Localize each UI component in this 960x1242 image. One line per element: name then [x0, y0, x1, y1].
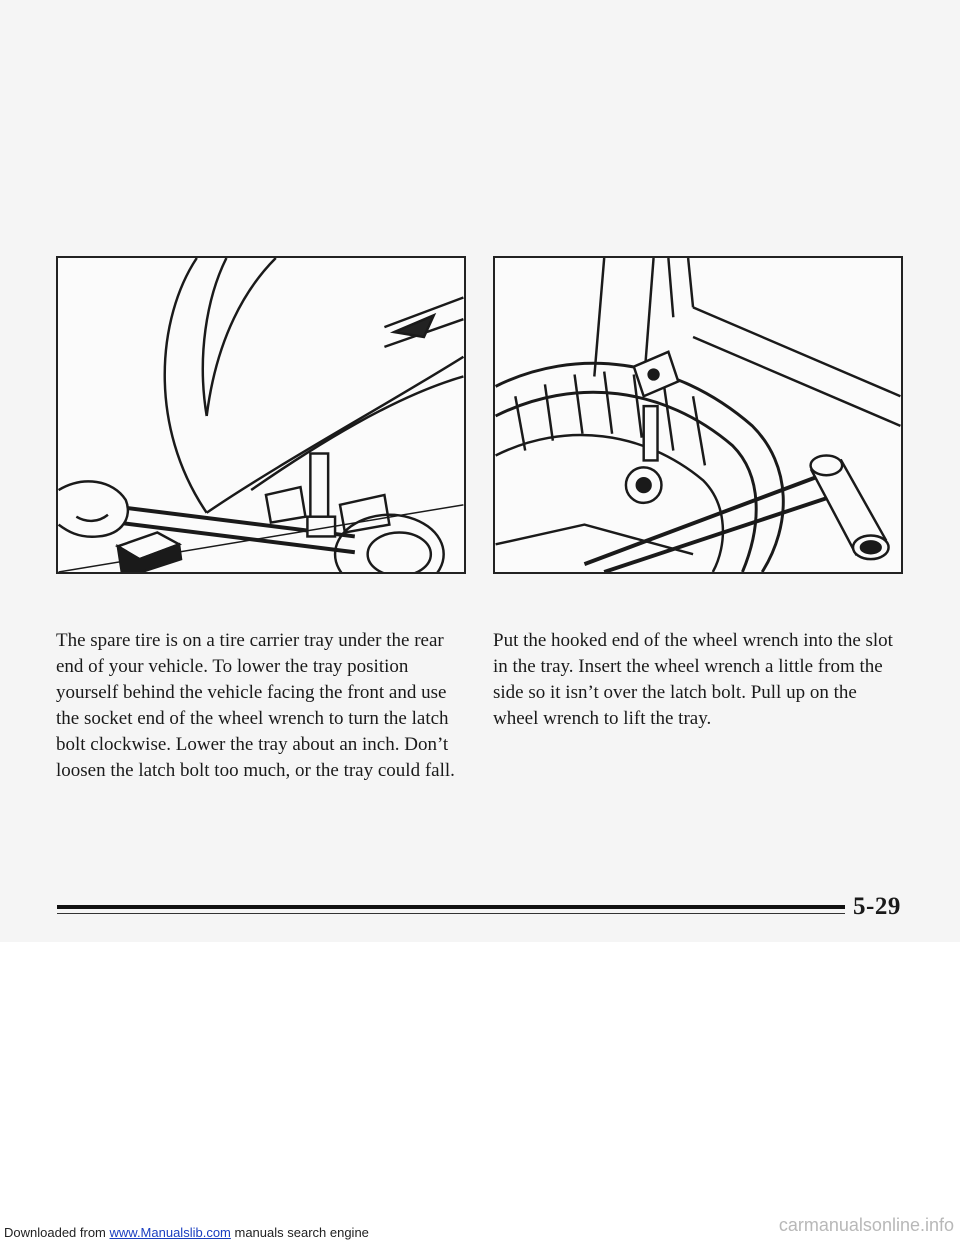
instruction-paragraph-lower-tray: The spare tire is on a tire carrier tray under the rear end of your vehicle. To lower the tray position yourself behind the vehicle facing the front and use the socket end of the wheel wrench to turn the latch bolt clockwise. Lower the tray about an inch. Don’t loosen the latch bolt too much, or the tray could fall.	[56, 630, 455, 781]
footer-suffix: manuals search engine	[230, 1225, 369, 1240]
illustration-lowering-tray	[56, 256, 466, 574]
manualslib-link[interactable]: www.Manualslib.com	[109, 1225, 231, 1240]
watermark-text: carmanualsonline.info	[778, 1215, 954, 1235]
footer-rule-thick	[57, 905, 845, 909]
wrench-under-vehicle-drawing	[58, 258, 464, 572]
illustration-lifting-tray	[493, 256, 903, 574]
hook-into-tray-slot-drawing	[495, 258, 901, 572]
instruction-paragraph-lift-tray: Put the hooked end of the wheel wrench into the slot in the tray. Insert the wheel wrench a little from the side so it isn’t over the latch bolt. Pull up on the wheel wrench to lift the tray.	[493, 630, 893, 729]
page-number: 5-29	[853, 893, 901, 920]
footer-rule-thin	[57, 913, 845, 914]
download-footer	[4, 1225, 369, 1240]
footer-prefix: Downloaded from	[4, 1225, 110, 1240]
